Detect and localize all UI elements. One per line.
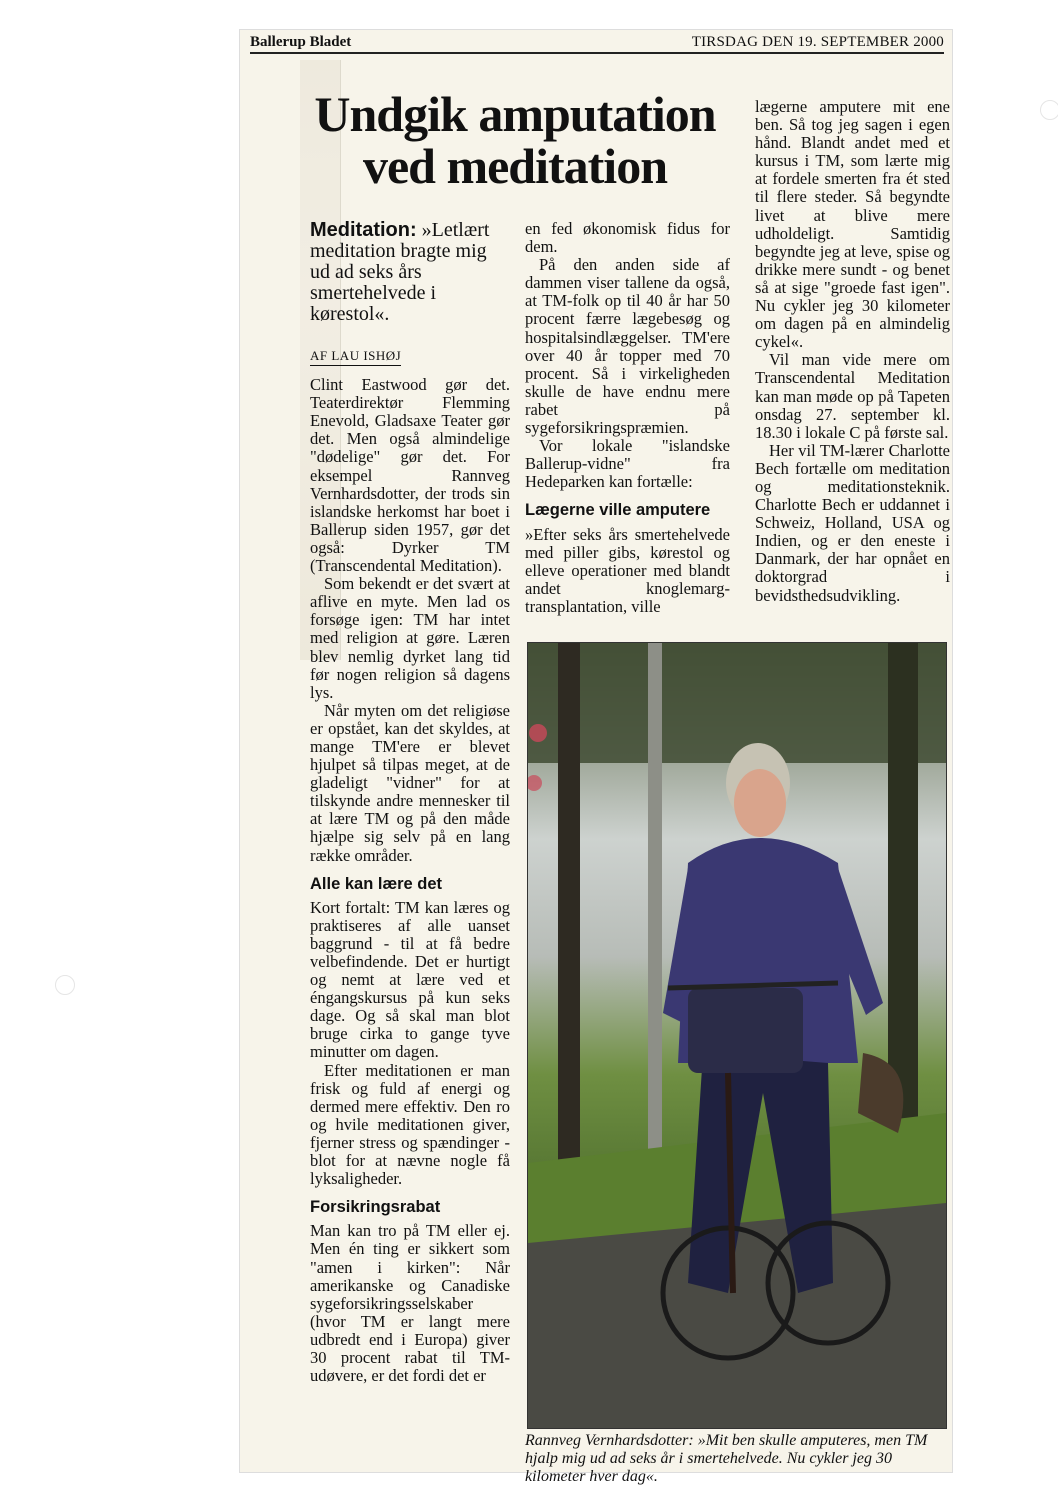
- subheading-alle: Alle kan lære det: [310, 874, 443, 893]
- newspaper-clipping: [240, 30, 952, 1485]
- paragraph: Her vil TM-lærer Charlotte Bech fortælle om meditation og meditationsteknik. Charlotte Bech er uddannet i Schweiz, Holland, USA og Indien, og er den eneste i Danmark, der har opnået en doktorgrad i bevidsthedsudvikling.: [755, 440, 950, 605]
- subheading-laeger: Lægerne ville amputere: [525, 501, 711, 520]
- paragraph: Vil man vide mere om Transcendental Meditation kan man møde op på Tapeten onsdag 27. september kl. 18.30 i lokale C på første sal.: [755, 350, 950, 442]
- paragraph: På den anden side af dammen viser tallene da også, at TM-folk op til 40 år har 50 procent færre lægebesøg og hospitalsindlæggelser. TM'ere over 40 år topper med 70 procent. Så i virkeligheden skulle de have endnu mere rabet på sygeforsikringspræmien.: [525, 255, 730, 438]
- intro-kicker: Meditation:: [310, 219, 417, 241]
- column-1: [310, 220, 510, 1385]
- masthead: [250, 30, 944, 54]
- paragraph: Kort fortalt: TM kan læres og praktiseres af alle uanset baggrund - til at få bedre velbefindende. Det er hurtigt og nemt at lære ved et éngangskursus på kun seks dage. Og så skal man blot bruge cirka to gange tyve minutter om dagen.: [310, 897, 510, 1062]
- subheading-forsikring: Forsikringsrabat: [310, 1198, 441, 1217]
- article-photo: [527, 642, 947, 1429]
- byline: AF LAU ISHØJ: [310, 347, 401, 366]
- scan-hole-mark: [55, 975, 75, 995]
- scan-dust-mark: [1040, 100, 1058, 120]
- article-intro: [310, 220, 510, 325]
- paragraph: Efter meditationen er man frisk og fuld af energi og dermed mere effektiv. Den ro og hvile meditationen giver, fjerner stress og spændinger - blot for at nævne nogle få lyksaligheder.: [310, 1060, 510, 1189]
- paragraph: Som bekendt er det svært at aflive en myte. Men lad os forsøge igen: TM har intet med religion at gøre. Læren blev nemlig dyrket lang tid før nogen religion så dagens lys.: [310, 574, 510, 702]
- paragraph: Når myten om det religiøse er opstået, kan det skyldes, at mange TM'ere er blevet hjulpet så tilpas meget, at de gladeligt "vidner" for at tilskynde andre mennesker til at lære TM og på den måde hjælpe sig selv på en lang række områder.: [310, 700, 510, 865]
- photo-woman-on-bicycle: [528, 643, 946, 1428]
- column-2: [525, 220, 730, 616]
- paragraph: lægerne amputere mit ene ben. Så tog jeg sagen i egen hånd. Blandt andet med et kursus i TM, som lærte mig at fordele smerten fra ét sted til flere steder. Så begyndte livet at blive mere udholdeligt. Samtidig begyndte jeg at leve, spise og drikke mere sundt - og benet så at sige "groede fast igen". Nu cykler jeg 30 kilometer om dagen på en almindelig cykel«.: [755, 97, 950, 352]
- photo-caption: Rannveg Vernhardsdotter: »Mit ben skulle amputeres, men TM hjalp mig ud ad seks år i smertehelvede. Nu cykler jeg 30 kilometer hver dag«.: [525, 1432, 928, 1485]
- paper-name: Ballerup Bladet: [250, 34, 352, 50]
- paragraph: en fed økonomisk fidus for dem.: [525, 219, 730, 257]
- issue-date: TIRSDAG DEN 19. SEPTEMBER 2000: [691, 34, 944, 50]
- paragraph: »Efter seks års smertehelvede med piller gibs, kørestol og elleve operationer med blandt andet knoglemarg-transplantation, ville: [525, 524, 730, 616]
- paragraph: Vor lokale "islandske Ballerup-vidne" fra Hedeparken kan fortælle:: [525, 436, 730, 492]
- article-headline: Undgik amputation ved meditation: [314, 86, 716, 194]
- intro-text: »Letlært meditation bragte mig ud ad seks års smertehelvede i kørestol«.: [310, 219, 490, 325]
- paragraph: Man kan tro på TM eller ej. Men én ting er sikkert som "amen i kirken": Når amerikanske og Canadiske sygeforsikringsselskaber (hvor TM er langt mere udbredt end i Europa) giver 30 procent rabat til TM-udøvere, er det fordi det er: [310, 1221, 510, 1386]
- paragraph: Clint Eastwood gør det. Teaterdirektør Flemming Enevold, Gladsaxe Teater gør det. Men også almindelige "dødelige" gør det. For eksempel Rannveg Vernhardsdotter, der trods sin islandske herkomst har boet i Ballerup siden 1957, gør det også: Dyrker TM (Transcendental Meditation).: [310, 375, 510, 576]
- column-3: [755, 98, 950, 605]
